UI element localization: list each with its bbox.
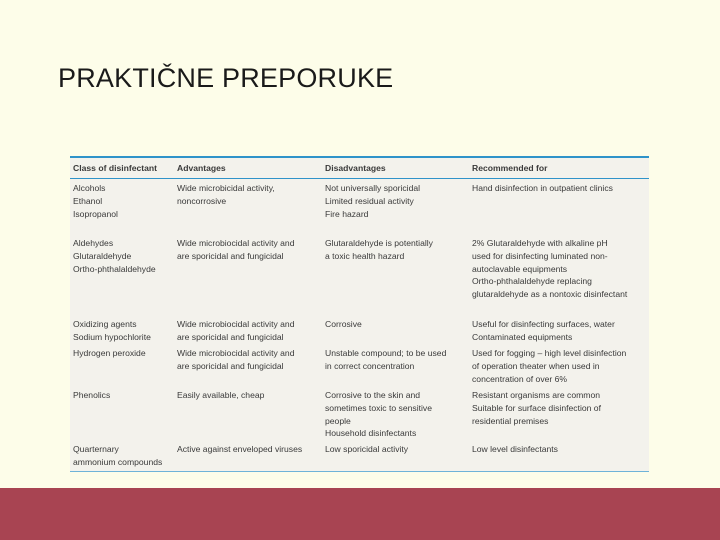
footer-band [0, 488, 720, 540]
cell-line: Ethanol [73, 195, 103, 206]
cell-line: used for disinfecting luminated non- [472, 250, 608, 261]
cell-line: glutaraldehyde as a nontoxic disinfectant [472, 289, 628, 300]
table-row [70, 318, 649, 344]
cell-line: Oxidizing agents [73, 319, 137, 329]
cell-advantages [177, 318, 325, 344]
cell-advantages [177, 237, 325, 301]
cell-recommended [472, 347, 649, 385]
cell-advantages [177, 389, 325, 440]
cell-line: Wide microbiocidal activity and [177, 348, 295, 358]
cell-line: Corrosive [325, 319, 362, 329]
cell-class [70, 389, 177, 440]
header-class: Class of disinfectant [73, 163, 158, 173]
table-row [70, 347, 649, 385]
header-disadvantages: Disadvantages [325, 163, 386, 173]
cell-line: Ortho-phthalaldehyde replacing [472, 276, 592, 287]
cell-line: Wide microbicidal activity, [177, 183, 275, 193]
cell-line: Hand disinfection in outpatient clinics [472, 183, 613, 193]
cell-line: 2% Glutaraldehyde with alkaline pH [472, 238, 608, 248]
header-advantages: Advantages [177, 163, 226, 173]
cell-line: Easily available, cheap [177, 390, 265, 400]
table-row [70, 443, 649, 469]
table-header-row [70, 158, 649, 179]
cell-line: Suitable for surface disinfection of [472, 402, 601, 413]
cell-line: of operation theater when used in [472, 360, 600, 371]
cell-line: in correct concentration [325, 360, 415, 371]
cell-recommended [472, 237, 649, 301]
cell-line: autoclavable equipments [472, 263, 568, 274]
cell-line: Wide microbiocidal activity and [177, 319, 295, 329]
cell-line: concentration of over 6% [472, 373, 568, 384]
cell-line: Used for fogging – high level disinfection [472, 348, 627, 358]
cell-line: Quarternary [73, 444, 119, 454]
disinfectant-table [70, 156, 649, 472]
cell-line: Unstable compound; to be used [325, 348, 447, 358]
cell-line: Household disinfectants [325, 428, 417, 439]
cell-disadvantages [325, 237, 472, 301]
cell-advantages [177, 182, 325, 220]
cell-class [70, 318, 177, 344]
cell-line: people [325, 415, 351, 426]
cell-advantages [177, 443, 325, 469]
cell-line: are sporicidal and fungicidal [177, 331, 284, 342]
cell-class [70, 182, 177, 220]
cell-disadvantages [325, 347, 472, 385]
cell-line: Isopropanol [73, 208, 118, 219]
cell-line: Useful for disinfecting surfaces, water [472, 319, 615, 329]
cell-disadvantages [325, 318, 472, 344]
cell-line: Fire hazard [325, 208, 369, 219]
cell-line: Low sporicidal activity [325, 444, 409, 454]
cell-line: Active against enveloped viruses [177, 444, 303, 454]
cell-line: Hydrogen peroxide [73, 348, 146, 358]
cell-line: Wide microbiocidal activity and [177, 238, 295, 248]
cell-line: Corrosive to the skin and [325, 390, 421, 400]
cell-disadvantages [325, 182, 472, 220]
table-row [70, 182, 649, 220]
cell-line: a toxic health hazard [325, 250, 405, 261]
cell-class [70, 347, 177, 385]
cell-line: Alcohols [73, 183, 106, 193]
cell-line: Resistant organisms are common [472, 390, 600, 400]
cell-line: are sporicidal and fungicidal [177, 250, 284, 261]
cell-line: Low level disinfectants [472, 444, 558, 454]
cell-line: residential premises [472, 415, 549, 426]
cell-line: noncorrosive [177, 195, 227, 206]
cell-recommended [472, 389, 649, 440]
cell-line: Ortho-phthalaldehyde [73, 263, 156, 274]
cell-line: Aldehydes [73, 238, 114, 248]
cell-line: Glutaraldehyde [73, 250, 132, 261]
cell-line: Limited residual activity [325, 195, 414, 206]
cell-line: Not universally sporicidal [325, 183, 421, 193]
cell-line: sometimes toxic to sensitive [325, 402, 432, 413]
cell-line: Phenolics [73, 390, 111, 400]
cell-line: Sodium hypochlorite [73, 331, 151, 342]
cell-class [70, 443, 177, 469]
table-row [70, 389, 649, 440]
cell-disadvantages [325, 389, 472, 440]
cell-line: Contaminated equipments [472, 331, 573, 342]
cell-line: Glutaraldehyde is potentially [325, 238, 433, 248]
cell-line: are sporicidal and fungicidal [177, 360, 284, 371]
table-row [70, 237, 649, 301]
slide-title: PRAKTIČNE PREPORUKE [58, 63, 394, 93]
cell-disadvantages [325, 443, 472, 469]
cell-class [70, 237, 177, 301]
cell-line: ammonium compounds [73, 456, 163, 467]
header-recommended: Recommended for [472, 163, 548, 173]
cell-recommended [472, 182, 649, 220]
cell-recommended [472, 443, 649, 469]
cell-recommended [472, 318, 649, 344]
cell-advantages [177, 347, 325, 385]
